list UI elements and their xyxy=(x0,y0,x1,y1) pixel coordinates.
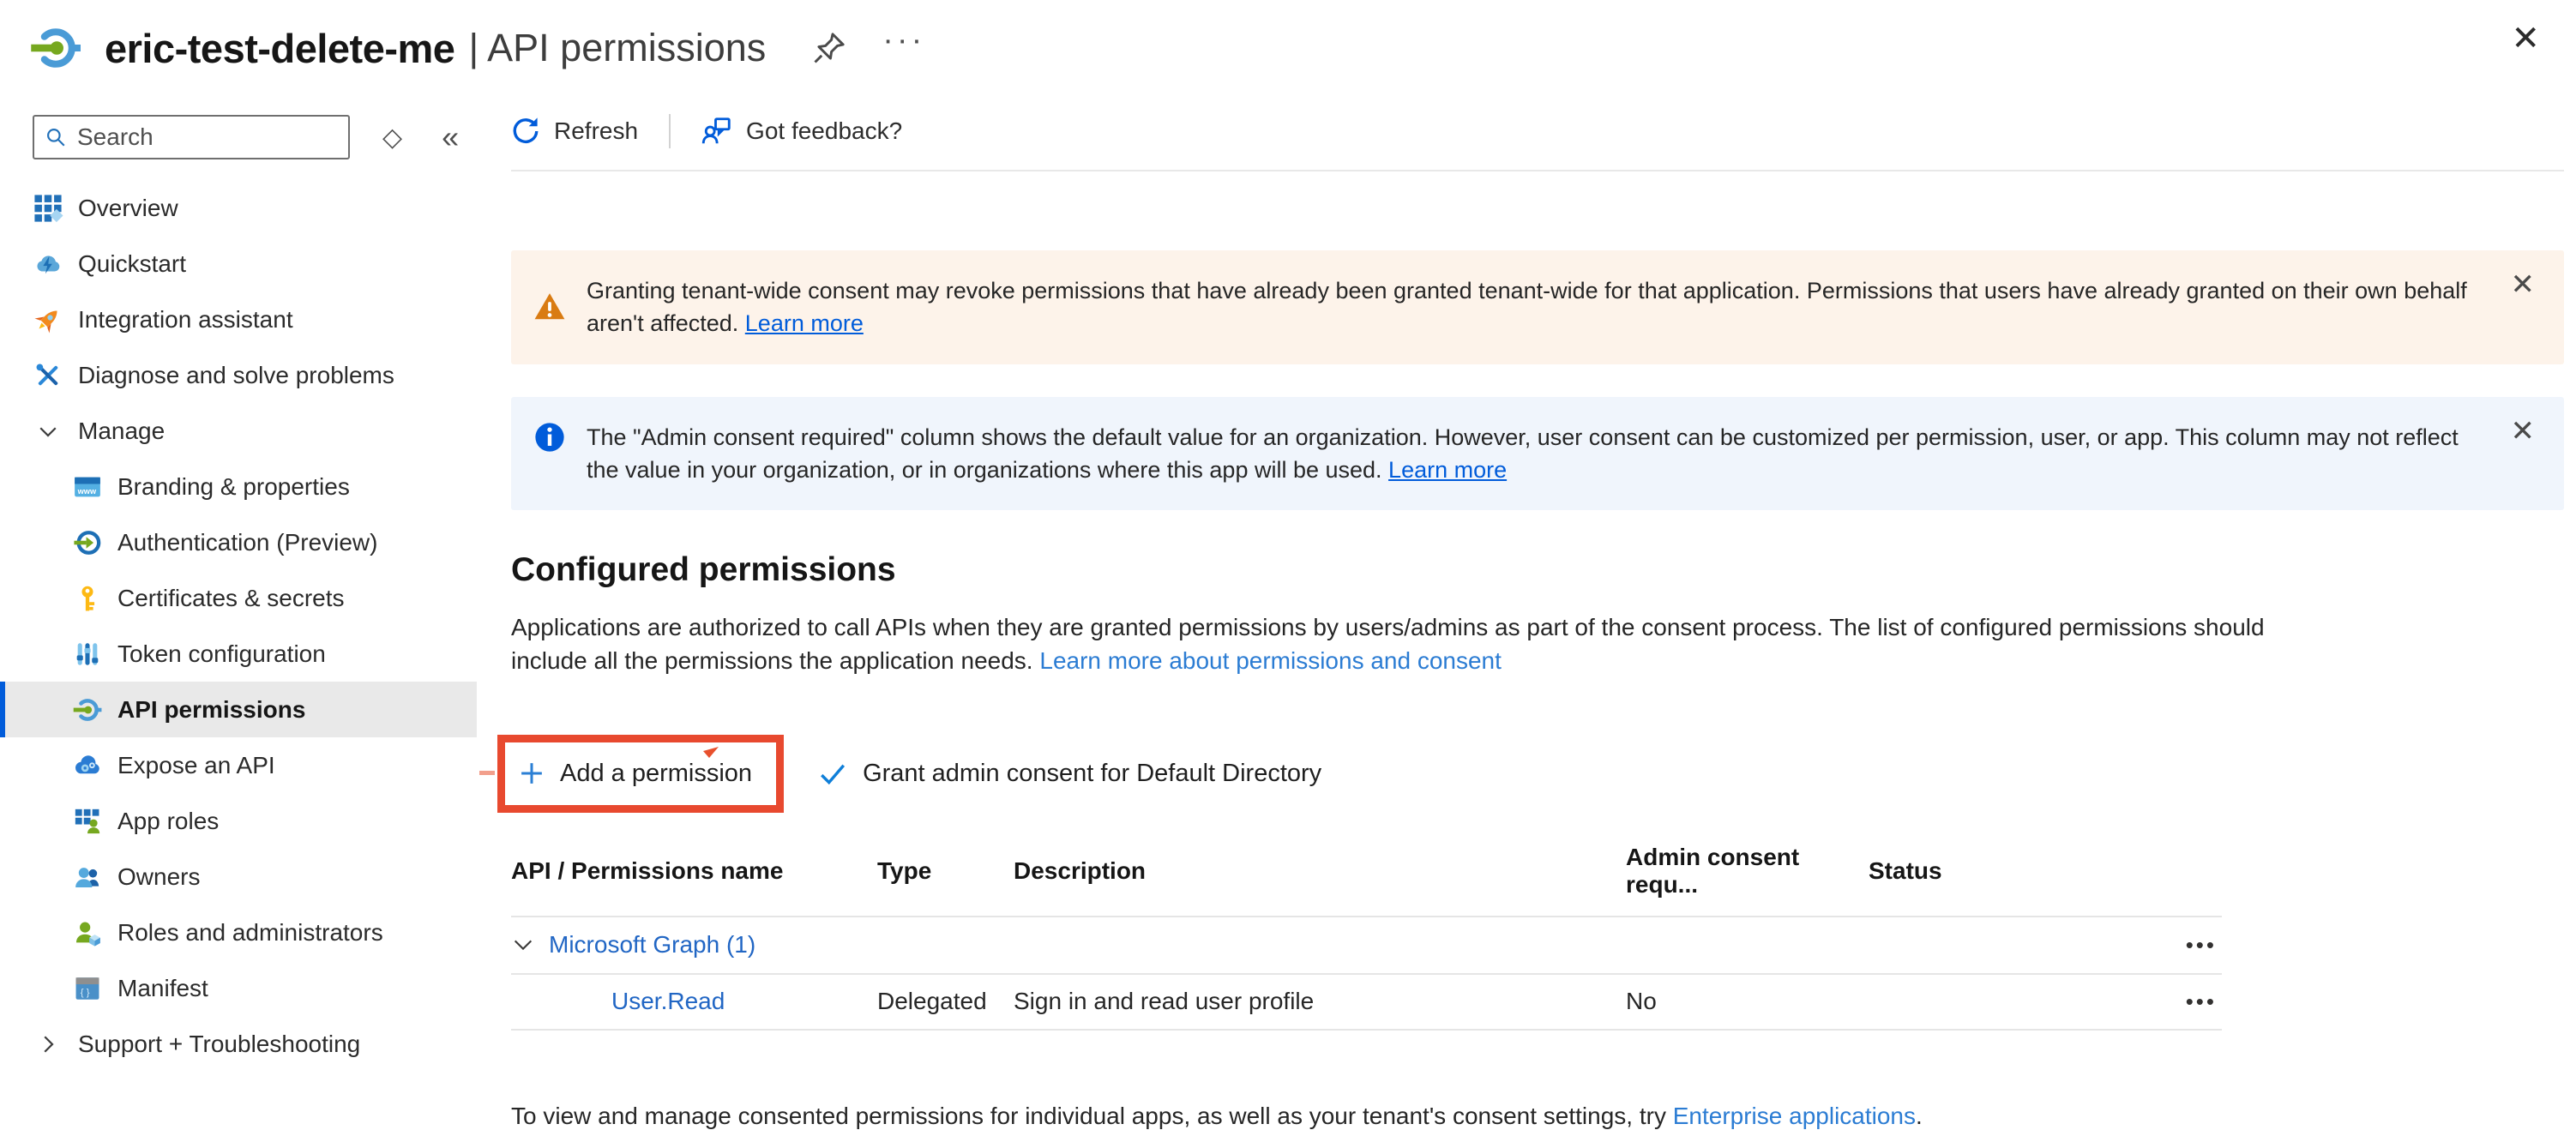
section-description-text: Applications are authorized to call APIs when they are granted permissions by users/admins as part of the consent process. The list of configured permissions should include all the permissions the application needs. xyxy=(511,614,2265,674)
sidebar-item-expose-api[interactable] xyxy=(0,737,477,793)
annotation-mark xyxy=(702,747,719,759)
roles-administrators-icon xyxy=(72,917,103,948)
table-header-row xyxy=(511,837,2222,916)
annotation-box xyxy=(497,735,784,813)
svg-text:www: www xyxy=(77,486,97,496)
column-header: Status xyxy=(1869,857,1942,884)
column-header: Type xyxy=(877,857,932,884)
collapse-menu-icon[interactable]: « xyxy=(442,119,460,154)
sidebar-group-label: Support + Troubleshooting xyxy=(78,1030,361,1057)
permission-type-cell: Delegated xyxy=(877,988,987,1015)
refresh-icon xyxy=(511,117,540,146)
sidebar-item-authentication[interactable] xyxy=(0,514,477,570)
warning-close-icon[interactable]: ✕ xyxy=(2510,268,2535,301)
page-header xyxy=(0,0,2576,91)
expand-group-icon[interactable] xyxy=(511,933,535,957)
branding-icon xyxy=(72,472,103,502)
feedback-label: Got feedback? xyxy=(746,117,903,144)
overview-icon xyxy=(33,193,63,224)
cloud-gears-icon xyxy=(72,750,103,781)
sidebar-item-certificates[interactable] xyxy=(0,570,477,626)
grant-admin-consent-button[interactable] xyxy=(818,759,1321,788)
close-blade-icon[interactable]: ✕ xyxy=(2511,20,2540,57)
tools-icon xyxy=(33,360,63,391)
feedback-button[interactable] xyxy=(701,116,902,147)
info-icon xyxy=(533,421,566,454)
command-bar xyxy=(511,105,2564,158)
add-permission-label: Add a permission xyxy=(560,759,753,787)
search-icon xyxy=(45,126,67,148)
api-permissions-icon xyxy=(72,694,103,725)
sidebar-item-diagnose[interactable] xyxy=(0,347,477,403)
table-row xyxy=(511,973,2222,1031)
sidebar-item-label: Quickstart xyxy=(78,249,187,277)
sidebar-item-owners[interactable] xyxy=(0,849,477,905)
owners-icon xyxy=(72,862,103,893)
sidebar-item-quickstart[interactable] xyxy=(0,236,477,292)
footer-note xyxy=(511,1103,2564,1130)
sidebar-group-label: Manage xyxy=(78,417,166,444)
key-icon xyxy=(72,583,103,614)
info-message: The "Admin consent required" column shows the default value for an organization. However, user consent can be customized per permission, user, or app. This column may not reflect the value in your organization, or in organizations where this app will be used. xyxy=(587,424,2459,483)
toolbar-divider xyxy=(669,114,671,148)
sidebar xyxy=(0,91,477,1072)
warning-icon xyxy=(533,291,566,323)
authentication-icon xyxy=(72,527,103,558)
sidebar-item-overview[interactable] xyxy=(0,180,477,236)
more-options-icon[interactable]: ··· xyxy=(882,22,926,58)
chevron-down-icon xyxy=(33,416,63,447)
footer-suffix: . xyxy=(1916,1102,1923,1129)
column-header: Description xyxy=(1014,857,1147,884)
warning-text xyxy=(587,274,2470,340)
footer-text: To view and manage consented permissions for individual apps, as well as your tenant's consent settings, try xyxy=(511,1102,1673,1129)
table-group-row xyxy=(511,916,2222,973)
sidebar-search[interactable] xyxy=(33,115,350,159)
sidebar-item-branding[interactable] xyxy=(0,459,477,514)
warning-message: Granting tenant-wide consent may revoke permissions that have already been granted tenant-wide for that application. Permissions that users have already granted on their own behalf aren't affected. xyxy=(587,278,2467,337)
diamond-icon: ◇ xyxy=(382,123,403,152)
sidebar-item-label: Manifest xyxy=(117,974,208,1001)
row-actions-icon[interactable]: ••• xyxy=(2185,931,2217,958)
enterprise-applications-link[interactable]: Enterprise applications xyxy=(1672,1102,1917,1129)
page-title: eric-test-delete-me xyxy=(105,25,455,71)
app-roles-icon xyxy=(72,806,103,837)
grant-admin-consent-label: Grant admin consent for Default Directory xyxy=(863,759,1322,787)
api-group-link[interactable]: Microsoft Graph (1) xyxy=(549,931,756,959)
permission-description-cell: Sign in and read user profile xyxy=(1014,988,1315,1015)
manifest-icon xyxy=(72,973,103,1004)
sidebar-item-label: Token configuration xyxy=(117,640,326,667)
sidebar-item-label: Roles and administrators xyxy=(117,918,383,946)
feedback-icon xyxy=(701,116,732,147)
sidebar-item-label: API permissions xyxy=(117,695,306,723)
sidebar-item-label: Diagnose and solve problems xyxy=(78,361,394,388)
sidebar-item-label: Branding & properties xyxy=(117,472,350,500)
sidebar-item-label: Authentication (Preview) xyxy=(117,528,378,556)
info-learn-more-link[interactable]: Learn more xyxy=(1388,456,1508,483)
svg-text:{ }: { } xyxy=(80,987,90,998)
sidebar-item-token-configuration[interactable] xyxy=(0,626,477,682)
column-header: API / Permissions name xyxy=(511,857,784,884)
sidebar-item-label: Certificates & secrets xyxy=(117,584,345,611)
sidebar-item-roles-administrators[interactable] xyxy=(0,905,477,960)
sidebar-item-api-permissions[interactable] xyxy=(0,682,477,737)
info-text xyxy=(587,421,2470,487)
plus-icon xyxy=(519,760,545,786)
section-heading: Configured permissions xyxy=(511,551,896,589)
page-subtitle: | API permissions xyxy=(468,26,767,69)
warning-banner xyxy=(511,250,2564,364)
row-actions-icon[interactable]: ••• xyxy=(2185,988,2217,1014)
sidebar-item-label: Integration assistant xyxy=(78,305,293,333)
sidebar-item-app-roles[interactable] xyxy=(0,793,477,849)
sidebar-item-label: Owners xyxy=(117,863,201,890)
permissions-table xyxy=(511,837,2222,1031)
annotation-artifact xyxy=(479,771,495,775)
sidebar-group-support[interactable] xyxy=(0,1016,477,1072)
app-registration-icon xyxy=(27,22,84,74)
refresh-label: Refresh xyxy=(554,117,639,144)
quickstart-icon xyxy=(33,249,63,279)
main-content xyxy=(477,91,2576,1130)
sidebar-item-label: Overview xyxy=(78,194,178,221)
refresh-button[interactable] xyxy=(511,117,638,146)
permission-actions xyxy=(511,735,2564,813)
info-close-icon[interactable]: ✕ xyxy=(2510,414,2535,448)
sidebar-item-integration-assistant[interactable] xyxy=(0,292,477,347)
permission-name-link[interactable]: User.Read xyxy=(611,988,725,1015)
toolbar-rule xyxy=(511,170,2564,171)
section-description xyxy=(511,611,2303,677)
chevron-right-icon xyxy=(33,1029,63,1060)
admin-consent-cell: No xyxy=(1626,988,1657,1015)
sidebar-group-manage[interactable] xyxy=(0,403,477,459)
add-permission-button[interactable] xyxy=(519,760,752,788)
permissions-consent-link[interactable]: Learn more about permissions and consent xyxy=(1039,646,1502,674)
warning-learn-more-link[interactable]: Learn more xyxy=(744,310,864,337)
column-header: Admin consent requ... xyxy=(1626,843,1800,898)
sidebar-item-label: Expose an API xyxy=(117,751,275,778)
sidebar-item-manifest[interactable] xyxy=(0,960,477,1016)
search-input[interactable] xyxy=(77,123,338,151)
checkmark-icon xyxy=(818,759,847,788)
rocket-icon xyxy=(33,304,63,335)
pin-icon[interactable] xyxy=(810,29,848,67)
sliders-icon xyxy=(72,639,103,670)
sidebar-item-label: App roles xyxy=(117,807,220,834)
info-banner xyxy=(511,397,2564,511)
